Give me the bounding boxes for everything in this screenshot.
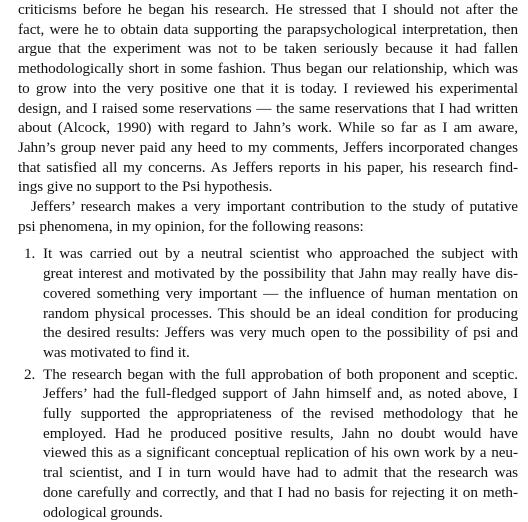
text-line: about (Alcock, 1990) with regard to Jahn’s work. While so far as I am aware,: [18, 119, 518, 137]
text-line: Jeffers’ research makes a very important contribution to the study of putative: [31, 198, 518, 216]
text-line: viewed this as a significant conceptual replication of his own work by a neu-: [43, 444, 518, 462]
text-line: criticisms before he began his research. He stressed that I should not after the: [18, 1, 518, 18]
text-line: random physical processes. This should be an ideal condition for producing: [43, 304, 518, 322]
text-line: Jahn’s group never paid any heed to my comments, Jeffers incorporated changes: [18, 138, 518, 156]
list-item-number: 1.: [24, 245, 36, 263]
text-line: covered something very important — the influence of human mentation on: [43, 284, 518, 302]
text-line: fact, were he to obtain data supporting the parapsychological interpretation, then: [18, 20, 518, 38]
list-item: [18, 365, 518, 522]
text-line: ings give no support to the Psi hypothesis.: [18, 178, 273, 196]
text-line: was motivated to find it.: [43, 343, 190, 361]
text-line: argue that the experiment was not to be taken seriously because it had fallen: [18, 40, 518, 58]
paragraph-contribution: [18, 197, 518, 236]
document-page: [18, 0, 518, 522]
list-item-number: 2.: [24, 365, 36, 383]
text-line: tral scientist, and I in turn would have had to admit that the research was: [43, 464, 518, 482]
paragraph-criticisms: [18, 0, 518, 197]
text-line: It was carried out by a neutral scientist who approached the subject with: [43, 245, 518, 263]
text-line: Jeffers’ had the full-fledged support of Jahn himself and, as noted above, I: [43, 385, 518, 403]
text-line: fully supported the appropriateness of the revised methodology that he: [43, 405, 518, 423]
text-line: the desired results: Jeffers was very much open to the possibility of psi and: [43, 324, 518, 342]
text-line: that satisfied all my concerns. As Jeffers reports in his paper, his research find-: [18, 158, 518, 176]
text-line: employed. Had he produced positive results, Jahn no doubt would have: [43, 424, 518, 442]
text-line: methodologically short in some fashion. Thus began our relationship, which was: [18, 60, 518, 78]
text-line: great interest and motivated by the possibility that Jahn may really have dis-: [43, 265, 518, 283]
list-item: [18, 244, 518, 362]
text-line: The research began with the full approbation of both proponent and sceptic.: [43, 365, 518, 383]
text-line: done carefully and correctly, and that I had no basis for rejecting it on meth-: [43, 483, 518, 501]
reasons-list: [18, 244, 518, 522]
text-line: odological grounds.: [43, 503, 163, 521]
text-line: design, and I raised some reservations — the same reservations that I had written: [18, 99, 518, 117]
text-line: to grow into the very positive one that it is today. I reviewed his experimental: [18, 79, 518, 97]
text-line: psi phenomena, in my opinion, for the following reasons:: [18, 217, 364, 235]
